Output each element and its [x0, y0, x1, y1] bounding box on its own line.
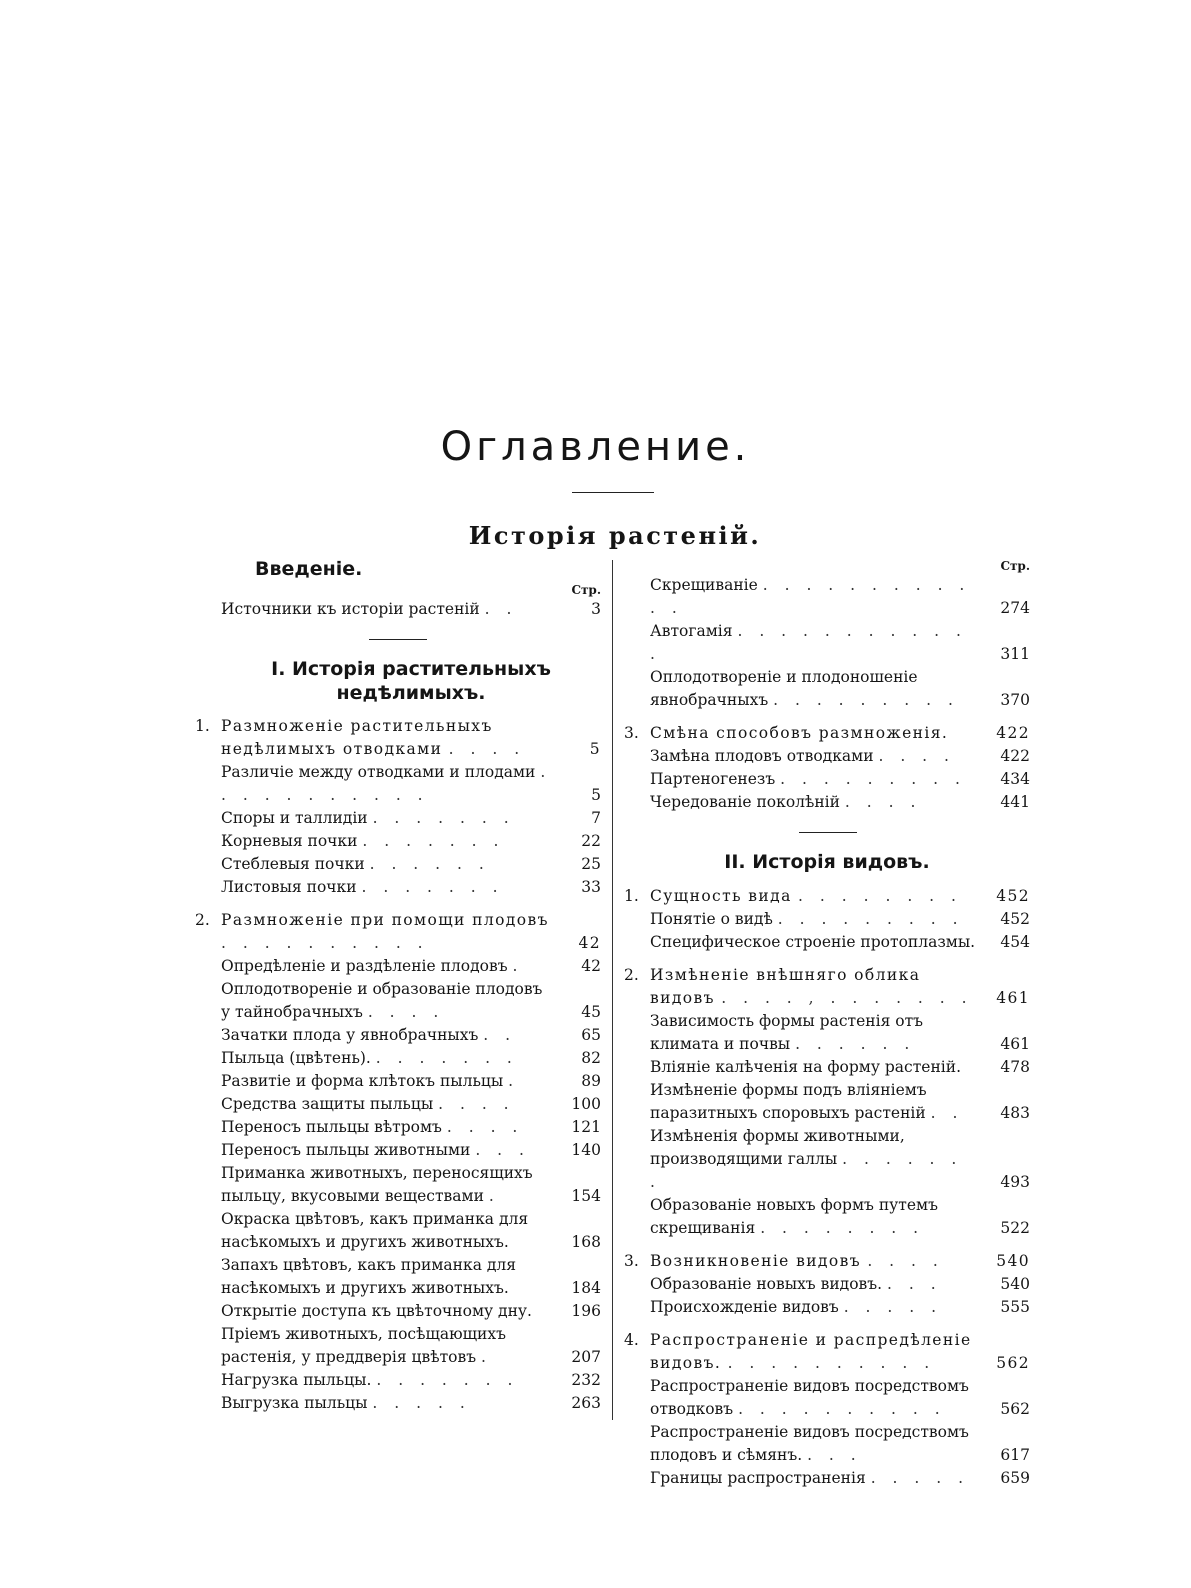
- species-group1-list: [624, 885, 1030, 954]
- page-column-label: Стр.: [571, 582, 601, 597]
- entry-title: Запахъ цвѣтовъ, какъ приманка для насѣкомыхъ и другихъ животныхъ.: [221, 1256, 517, 1298]
- entry-title: Листовыя почки: [221, 878, 357, 897]
- entry-page: 274: [1000, 599, 1030, 617]
- entry-page: 434: [1000, 770, 1030, 788]
- entry-title: Распространеніе видовъ посредствомъ отводковъ: [650, 1376, 969, 1418]
- toc-entry[interactable]: [624, 908, 1030, 931]
- left-column: [195, 558, 601, 1415]
- entry-page: 196: [571, 1302, 601, 1321]
- leader-dots: . . . . . . .: [650, 1149, 963, 1191]
- entry-page: 493: [1000, 1172, 1030, 1191]
- group-number: 3.: [624, 1251, 639, 1270]
- leader-dots: . . . . . . . .: [798, 886, 962, 905]
- entry-title: Распространеніе и распредѣленіе видовъ.: [650, 1330, 972, 1372]
- entry-title: Развитіе и форма клѣтокъ пыльцы: [221, 1072, 504, 1091]
- entry-title: Окраска цвѣтовъ, какъ приманка для насѣкомыхъ и другихъ животныхъ.: [221, 1210, 529, 1252]
- leader-dots: . . . . . . . . . .: [727, 1353, 936, 1372]
- toc-entry[interactable]: [195, 1070, 601, 1093]
- toc-entry[interactable]: [624, 1010, 1030, 1056]
- toc-entry[interactable]: [624, 1467, 1030, 1490]
- leader-dots: . . . . . . . . .: [780, 770, 966, 788]
- toc-entry[interactable]: [195, 955, 601, 978]
- entry-page: 121: [571, 1118, 601, 1137]
- toc-entry[interactable]: [624, 1329, 1030, 1375]
- entry-title: Нагрузка пыльцы.: [221, 1371, 372, 1390]
- leader-dots: . . . . . . . . . .: [738, 1399, 946, 1418]
- toc-entry[interactable]: [195, 1047, 601, 1070]
- entry-page: 483: [1000, 1103, 1030, 1122]
- toc-entry[interactable]: [624, 574, 1030, 620]
- entry-title: Возникновеніе видовъ: [650, 1251, 861, 1270]
- entry-page: 617: [1000, 1445, 1030, 1464]
- entry-page: 461: [996, 988, 1030, 1007]
- entry-title: Понятіе о видѣ: [650, 909, 773, 928]
- toc-entry[interactable]: [624, 1296, 1030, 1319]
- entry-page: 25: [581, 855, 601, 874]
- toc-entry[interactable]: [624, 1125, 1030, 1194]
- leader-dots: . . . .: [878, 747, 955, 765]
- entry-page: 7: [591, 809, 601, 828]
- species-group4-list: [624, 1329, 1030, 1490]
- section-heading-species: II. Исторія видовъ.: [724, 851, 930, 873]
- toc-entry[interactable]: [195, 1139, 601, 1162]
- species-group2-list: [624, 964, 1030, 1240]
- group-number: 1.: [195, 717, 210, 736]
- toc-entry[interactable]: [195, 830, 601, 853]
- leader-dots: . . . . . . . . .: [777, 909, 964, 928]
- entry-page: 263: [571, 1394, 601, 1413]
- entry-title: Оплодотвореніе и плодоношеніе явнобрачныхъ: [650, 668, 918, 709]
- entry-title: Происхожденіе видовъ: [650, 1297, 839, 1316]
- spacer: [624, 712, 1030, 722]
- entry-page: 5: [591, 786, 601, 805]
- toc-entry[interactable]: [195, 1162, 601, 1208]
- entry-title: Корневыя почки: [221, 832, 358, 851]
- intro-list: [195, 598, 601, 621]
- entry-page: 42: [578, 934, 601, 953]
- entry-title: Смѣна способовъ размноженія.: [650, 724, 949, 742]
- entry-title: Различіе между отводками и плодами: [221, 763, 536, 782]
- toc-entry[interactable]: [624, 1056, 1030, 1079]
- species-group3-list: [624, 1250, 1030, 1319]
- entry-title: Замѣна плодовъ отводками: [650, 747, 874, 765]
- toc-entry[interactable]: [624, 666, 1030, 712]
- fertilization-list: [624, 574, 1030, 712]
- spacer: [624, 1319, 1030, 1329]
- toc-entry[interactable]: [195, 1392, 601, 1415]
- leader-dots: . . .: [807, 1445, 862, 1464]
- leader-dots: . . . . .: [870, 1468, 970, 1487]
- leader-dots: . . . . . . .: [361, 878, 504, 897]
- toc-entry[interactable]: [624, 1375, 1030, 1421]
- toc-entry[interactable]: [195, 715, 601, 761]
- entry-title: Измѣненіе формы подъ вліяніемъ паразитныхъ споровыхъ растеній: [650, 1080, 927, 1122]
- leader-dots: . . . . . . . . . .: [221, 934, 429, 953]
- section-heading-plants: [195, 658, 601, 706]
- section-rule: [369, 639, 427, 640]
- entry-page: 422: [1000, 747, 1030, 765]
- group2-list: [195, 909, 601, 1415]
- entry-title: Чередованіе поколѣній: [650, 793, 840, 811]
- section-rule: [799, 832, 857, 833]
- toc-entry[interactable]: [195, 1116, 601, 1139]
- entry-title: Измѣненіе внѣшняго облика видовъ: [650, 965, 921, 1007]
- entry-title: Скрещиваніе: [650, 576, 758, 594]
- group-number: 3.: [624, 724, 639, 742]
- toc-entry[interactable]: [195, 598, 601, 621]
- entry-page: 82: [581, 1049, 601, 1068]
- title-rule: [572, 492, 654, 493]
- toc-entry[interactable]: [624, 964, 1030, 1010]
- leader-dots: . . .: [886, 1274, 942, 1293]
- intro-heading: Введеніе.: [255, 558, 363, 580]
- toc-entry[interactable]: [195, 1024, 601, 1047]
- entry-title: Споры и таллидіи: [221, 809, 368, 828]
- toc-entry[interactable]: [195, 1254, 601, 1300]
- entry-page: 3: [591, 599, 601, 618]
- toc-entry[interactable]: [624, 722, 1030, 745]
- leader-dots: .: [488, 1187, 500, 1206]
- entry-title: Специфическое строеніе протоплазмы.: [650, 932, 976, 951]
- entry-title: Выгрузка пыльцы: [221, 1394, 368, 1413]
- leader-dots: . . . .: [448, 740, 526, 759]
- entry-page: 154: [571, 1187, 601, 1206]
- leader-dots: . . . . . .: [795, 1034, 916, 1053]
- toc-entry[interactable]: [624, 1421, 1030, 1467]
- group-number: 4.: [624, 1330, 639, 1349]
- column-divider: [612, 560, 613, 1420]
- toc-entry[interactable]: [624, 1250, 1030, 1273]
- part-title: Исторія растеній.: [468, 521, 762, 550]
- group-number: 2.: [195, 911, 210, 930]
- toc-entry[interactable]: [624, 1194, 1030, 1240]
- entry-page: 65: [581, 1026, 601, 1045]
- entry-title: Распространеніе видовъ посредствомъ плодовъ и сѣмянъ.: [650, 1422, 969, 1464]
- leader-dots: .: [508, 1072, 520, 1091]
- toc-entry[interactable]: [624, 745, 1030, 768]
- entry-title: Сущность вида: [650, 886, 792, 905]
- entry-page: 370: [1000, 691, 1030, 709]
- toc-entry[interactable]: [624, 885, 1030, 908]
- entry-title: Зависимость формы растенія отъ климата и почвы: [650, 1011, 924, 1053]
- leader-dots: . . . .: [438, 1095, 515, 1114]
- toc-entry[interactable]: [624, 791, 1030, 814]
- entry-title: Пыльца (цвѣтень).: [221, 1049, 371, 1068]
- toc-entry[interactable]: [195, 978, 601, 1024]
- entry-page: 33: [581, 878, 601, 897]
- entry-page: 454: [1000, 932, 1030, 951]
- leader-dots: . . . .: [367, 1003, 445, 1022]
- toc-entry[interactable]: [624, 1079, 1030, 1125]
- spacer: [195, 705, 601, 715]
- page-title: Оглавление.: [440, 424, 751, 470]
- entry-page: 140: [571, 1141, 601, 1160]
- leader-dots: .: [481, 1348, 492, 1367]
- entry-page: 441: [1000, 793, 1030, 811]
- entry-page: 89: [581, 1072, 601, 1091]
- entry-page: 555: [1000, 1297, 1030, 1316]
- leader-dots: . . . . . . . . . . . .: [650, 576, 971, 617]
- leader-dots: . . . . . .: [369, 855, 490, 874]
- leader-dots: . .: [483, 1026, 517, 1045]
- entry-title: Оплодотвореніе и образованіе плодовъ у тайнобрачныхъ: [221, 980, 543, 1022]
- entry-page: 452: [1000, 909, 1030, 928]
- entry-title: Средства защиты пыльцы: [221, 1095, 434, 1114]
- spacer: [624, 875, 1030, 885]
- entry-title: Источники къ исторіи растеній: [221, 599, 480, 618]
- toc-entry[interactable]: [195, 1300, 601, 1323]
- entry-page: 22: [581, 832, 601, 851]
- leader-dots: . . . . . . . . .: [773, 691, 959, 709]
- page-column-label: Стр.: [1000, 559, 1030, 573]
- entry-page: 478: [1000, 1057, 1030, 1076]
- entry-page: 422: [996, 724, 1030, 742]
- toc-entry[interactable]: [624, 768, 1030, 791]
- toc-entry[interactable]: [195, 1093, 601, 1116]
- leader-dots: . . . . , . . . . . . .: [721, 988, 973, 1007]
- toc-entry[interactable]: [624, 931, 1030, 954]
- toc-entry[interactable]: [195, 807, 601, 830]
- entry-title: Партеногенезъ: [650, 770, 776, 788]
- leader-dots: . . . . . . .: [375, 1049, 518, 1068]
- entry-title: Опредѣленіе и раздѣленіе плодовъ: [221, 957, 508, 976]
- entry-title: Переносъ пыльцы животными: [221, 1141, 471, 1160]
- entry-title: Пріемъ животныхъ, посѣщающихъ растенія, у преддверія цвѣтовъ: [221, 1325, 506, 1367]
- leader-dots: . . . . . . .: [376, 1371, 519, 1390]
- spacer: [624, 954, 1030, 964]
- section-heading-line: недѣлимыхъ.: [336, 681, 486, 704]
- entry-title: Образованіе новыхъ видовъ.: [650, 1274, 883, 1293]
- leader-dots: . . . . . . . . . . . .: [650, 622, 967, 663]
- leader-dots: . . . .: [844, 793, 922, 811]
- entry-title: Размноженіе при помощи плодовъ: [221, 911, 549, 930]
- entry-title: Размноженіе растительныхъ недѣлимыхъ отводками: [221, 717, 493, 759]
- right-column: [624, 558, 1030, 1490]
- spacer: [195, 899, 601, 909]
- entry-page: 562: [996, 1353, 1030, 1372]
- spacer: [624, 1240, 1030, 1250]
- group3-list: [624, 722, 1030, 814]
- toc-entry[interactable]: [195, 876, 601, 899]
- entry-title: Зачатки плода у явнобрачныхъ: [221, 1026, 479, 1045]
- entry-title: Границы распространенія: [650, 1468, 866, 1487]
- leader-dots: . . . . . . .: [362, 832, 505, 851]
- entry-page: 311: [1000, 645, 1030, 663]
- leader-dots: . .: [484, 599, 518, 618]
- entry-page: 45: [581, 1003, 601, 1022]
- entry-title: Образованіе новыхъ формъ путемъ скрещиванія: [650, 1195, 938, 1237]
- entry-title: Вліяніе калѣченія на форму растеній.: [650, 1057, 962, 1076]
- section-heading-line: I. Исторія растительныхъ: [271, 657, 551, 680]
- entry-page: 100: [571, 1095, 601, 1114]
- toc-entry[interactable]: [624, 620, 1030, 666]
- toc-entry[interactable]: [195, 909, 601, 955]
- toc-entry[interactable]: [195, 1208, 601, 1254]
- entry-page: 207: [571, 1348, 601, 1367]
- entry-page: 540: [996, 1251, 1030, 1270]
- entry-page: 5: [589, 740, 601, 759]
- entry-title: Открытіе доступа къ цвѣточному дну.: [221, 1302, 532, 1321]
- leader-dots: . . . . . . . .: [760, 1218, 925, 1237]
- leader-dots: . . .: [475, 1141, 530, 1160]
- entry-page: 184: [571, 1279, 601, 1298]
- toc-entry[interactable]: [195, 1369, 601, 1392]
- leader-dots: . .: [930, 1103, 964, 1122]
- entry-title: Переносъ пыльцы вѣтромъ: [221, 1118, 442, 1137]
- entry-page: 461: [1000, 1034, 1030, 1053]
- group-number: 1.: [624, 886, 639, 905]
- leader-dots: . . . .: [867, 1251, 944, 1270]
- group-number: 2.: [624, 965, 639, 984]
- entry-page: 42: [581, 957, 601, 976]
- entry-page: 232: [571, 1371, 601, 1390]
- toc-entry[interactable]: [195, 853, 601, 876]
- leader-dots: .: [512, 957, 524, 976]
- leader-dots: . . . .: [446, 1118, 524, 1137]
- leader-dots: . . . . .: [372, 1394, 471, 1413]
- entry-title: Автогамія: [650, 622, 733, 640]
- entry-page: 562: [1000, 1399, 1030, 1418]
- entry-page: 540: [1000, 1274, 1030, 1293]
- group1-list: [195, 715, 601, 899]
- entry-page: 168: [571, 1233, 601, 1252]
- toc-entry[interactable]: [624, 1273, 1030, 1296]
- entry-page: 522: [1000, 1218, 1030, 1237]
- leader-dots: . . . . .: [843, 1297, 943, 1316]
- leader-dots: . . . . . . .: [372, 809, 515, 828]
- entry-title: Стеблевыя почки: [221, 855, 365, 874]
- entry-title: Измѣненія формы животными, производящими галлы: [650, 1126, 905, 1168]
- toc-entry[interactable]: [195, 761, 601, 807]
- entry-page: 452: [996, 886, 1030, 905]
- entry-page: 659: [1000, 1468, 1030, 1487]
- entry-title: Приманка животныхъ, переносящихъ пыльцу, вкусовыми веществами: [221, 1164, 533, 1206]
- leader-dots: . . . . . . . . . . .: [221, 763, 552, 805]
- toc-entry[interactable]: [195, 1323, 601, 1369]
